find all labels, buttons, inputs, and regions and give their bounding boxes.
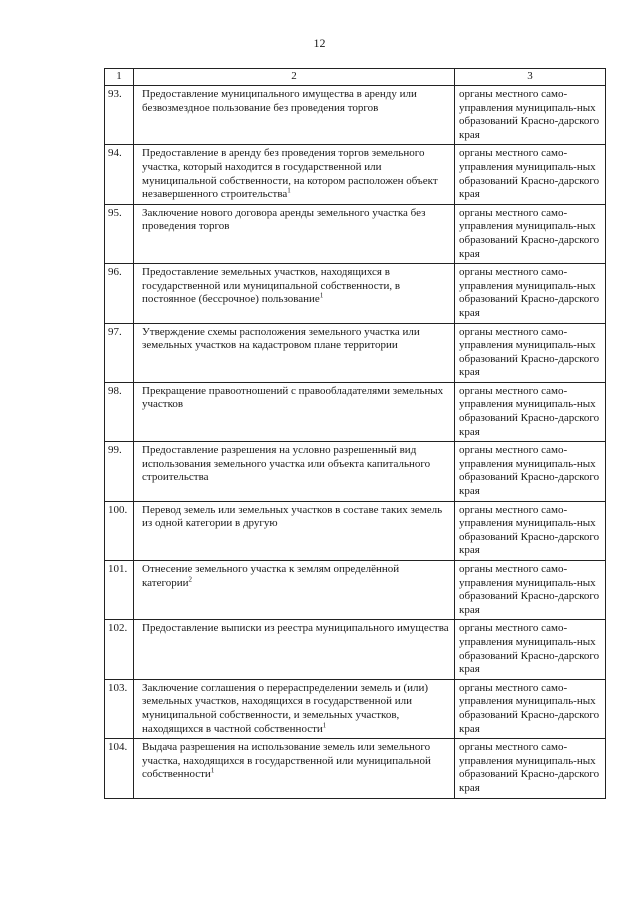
service-name-cell: [134, 561, 455, 620]
service-name: Предоставление разрешения на условно разрешенный вид использования земельного участка или объекта капитального строительства: [142, 444, 431, 484]
responsible-authority: органы местного само-управления муниципаль-ных образований Красно-дарского края: [455, 442, 606, 501]
column-header-authority: 3: [455, 69, 606, 86]
responsible-authority: органы местного само-управления муниципаль-ных образований Красно-дарского края: [455, 620, 606, 679]
responsible-authority: органы местного само-управления муниципаль-ных образований Красно-дарского края: [455, 264, 606, 323]
table-row: [105, 561, 606, 620]
column-header-service: 2: [134, 69, 455, 86]
service-name-cell: [134, 145, 455, 204]
service-name: Заключение нового договора аренды земельного участка без проведения торгов: [142, 206, 426, 233]
table-row: [105, 204, 606, 263]
row-number: 93.: [105, 86, 134, 145]
table-row: [105, 323, 606, 382]
footnote-marker: 1: [210, 766, 215, 775]
row-number: 103.: [105, 679, 134, 738]
row-number: 96.: [105, 264, 134, 323]
table-header-row: [105, 69, 606, 86]
service-name: Предоставление земельных участков, находящихся в государственной или муниципальной собственности, в постоянное (бессрочное) пользование: [142, 266, 401, 306]
table-row: [105, 620, 606, 679]
row-number: 100.: [105, 501, 134, 560]
service-name: Предоставление выписки из реестра муниципального имущества: [142, 622, 449, 635]
row-number: 97.: [105, 323, 134, 382]
service-name-cell: [134, 739, 455, 798]
row-number: 104.: [105, 739, 134, 798]
responsible-authority: органы местного само-управления муниципаль-ных образований Красно-дарского края: [455, 145, 606, 204]
service-name: Предоставление муниципального имущества в аренду или безвозмездное пользование без проведения торгов: [142, 88, 417, 114]
services-table: [104, 68, 606, 799]
row-number: 99.: [105, 442, 134, 501]
row-number: 101.: [105, 561, 134, 620]
row-number: 94.: [105, 145, 134, 204]
responsible-authority: органы местного само-управления муниципаль-ных образований Красно-дарского края: [455, 204, 606, 263]
service-name-cell: [134, 620, 455, 679]
service-name-cell: [134, 86, 455, 145]
responsible-authority: органы местного само-управления муниципаль-ных образований Красно-дарского края: [455, 739, 606, 798]
responsible-authority: органы местного само-управления муниципаль-ных образований Красно-дарского края: [455, 679, 606, 738]
service-name: Заключение соглашения о перераспределении земель и (или) земельных участков, находящихся в государственной или муниципальной собственности, и земельных участков, находящихся в частной собственности: [142, 681, 429, 735]
column-header-number: 1: [105, 69, 134, 86]
table-row: [105, 86, 606, 145]
page-number: 12: [313, 36, 326, 50]
table-row: [105, 264, 606, 323]
row-number: 102.: [105, 620, 134, 679]
service-name: Утверждение схемы расположения земельного участка или земельных участков на кадастровом плане территории: [142, 325, 420, 352]
table-row: [105, 442, 606, 501]
service-name: Выдача разрешения на использование земель или земельного участка, находящихся в государственной или муниципальной собственности: [142, 741, 431, 781]
service-name-cell: [134, 382, 455, 441]
responsible-authority: органы местного само-управления муниципаль-ных образований Красно-дарского края: [455, 382, 606, 441]
row-number: 95.: [105, 204, 134, 263]
service-name-cell: [134, 442, 455, 501]
row-number: 98.: [105, 382, 134, 441]
service-name: Предоставление в аренду без проведения торгов земельного участка, который находится в государственной или муниципальной собственности, на котором расположен объект незавершенного строительства: [142, 147, 438, 201]
responsible-authority: органы местного само-управления муниципаль-ных образований Красно-дарского края: [455, 86, 606, 145]
table-row: [105, 739, 606, 798]
responsible-authority: органы местного само-управления муниципаль-ных образований Красно-дарского края: [455, 561, 606, 620]
service-name: Перевод земель или земельных участков в составе таких земель из одной категории в другую: [142, 503, 443, 530]
service-name-cell: [134, 323, 455, 382]
service-name: Отнесение земельного участка к землям определённой категории: [142, 563, 400, 589]
responsible-authority: органы местного само-управления муниципаль-ных образований Красно-дарского края: [455, 501, 606, 560]
table-row: [105, 501, 606, 560]
service-name-cell: [134, 204, 455, 263]
footnote-marker: 1: [322, 720, 327, 729]
responsible-authority: органы местного само-управления муниципаль-ных образований Красно-дарского края: [455, 323, 606, 382]
table-row: [105, 679, 606, 738]
footnote-marker: 1: [287, 186, 291, 195]
service-name: Прекращение правоотношений с правообладателями земельных участков: [142, 384, 444, 411]
service-name-cell: [134, 679, 455, 738]
table-row: [105, 382, 606, 441]
footnote-marker: 1: [319, 291, 324, 300]
table-row: [105, 145, 606, 204]
footnote-marker: 2: [188, 574, 192, 583]
service-name-cell: [134, 501, 455, 560]
service-name-cell: [134, 264, 455, 323]
